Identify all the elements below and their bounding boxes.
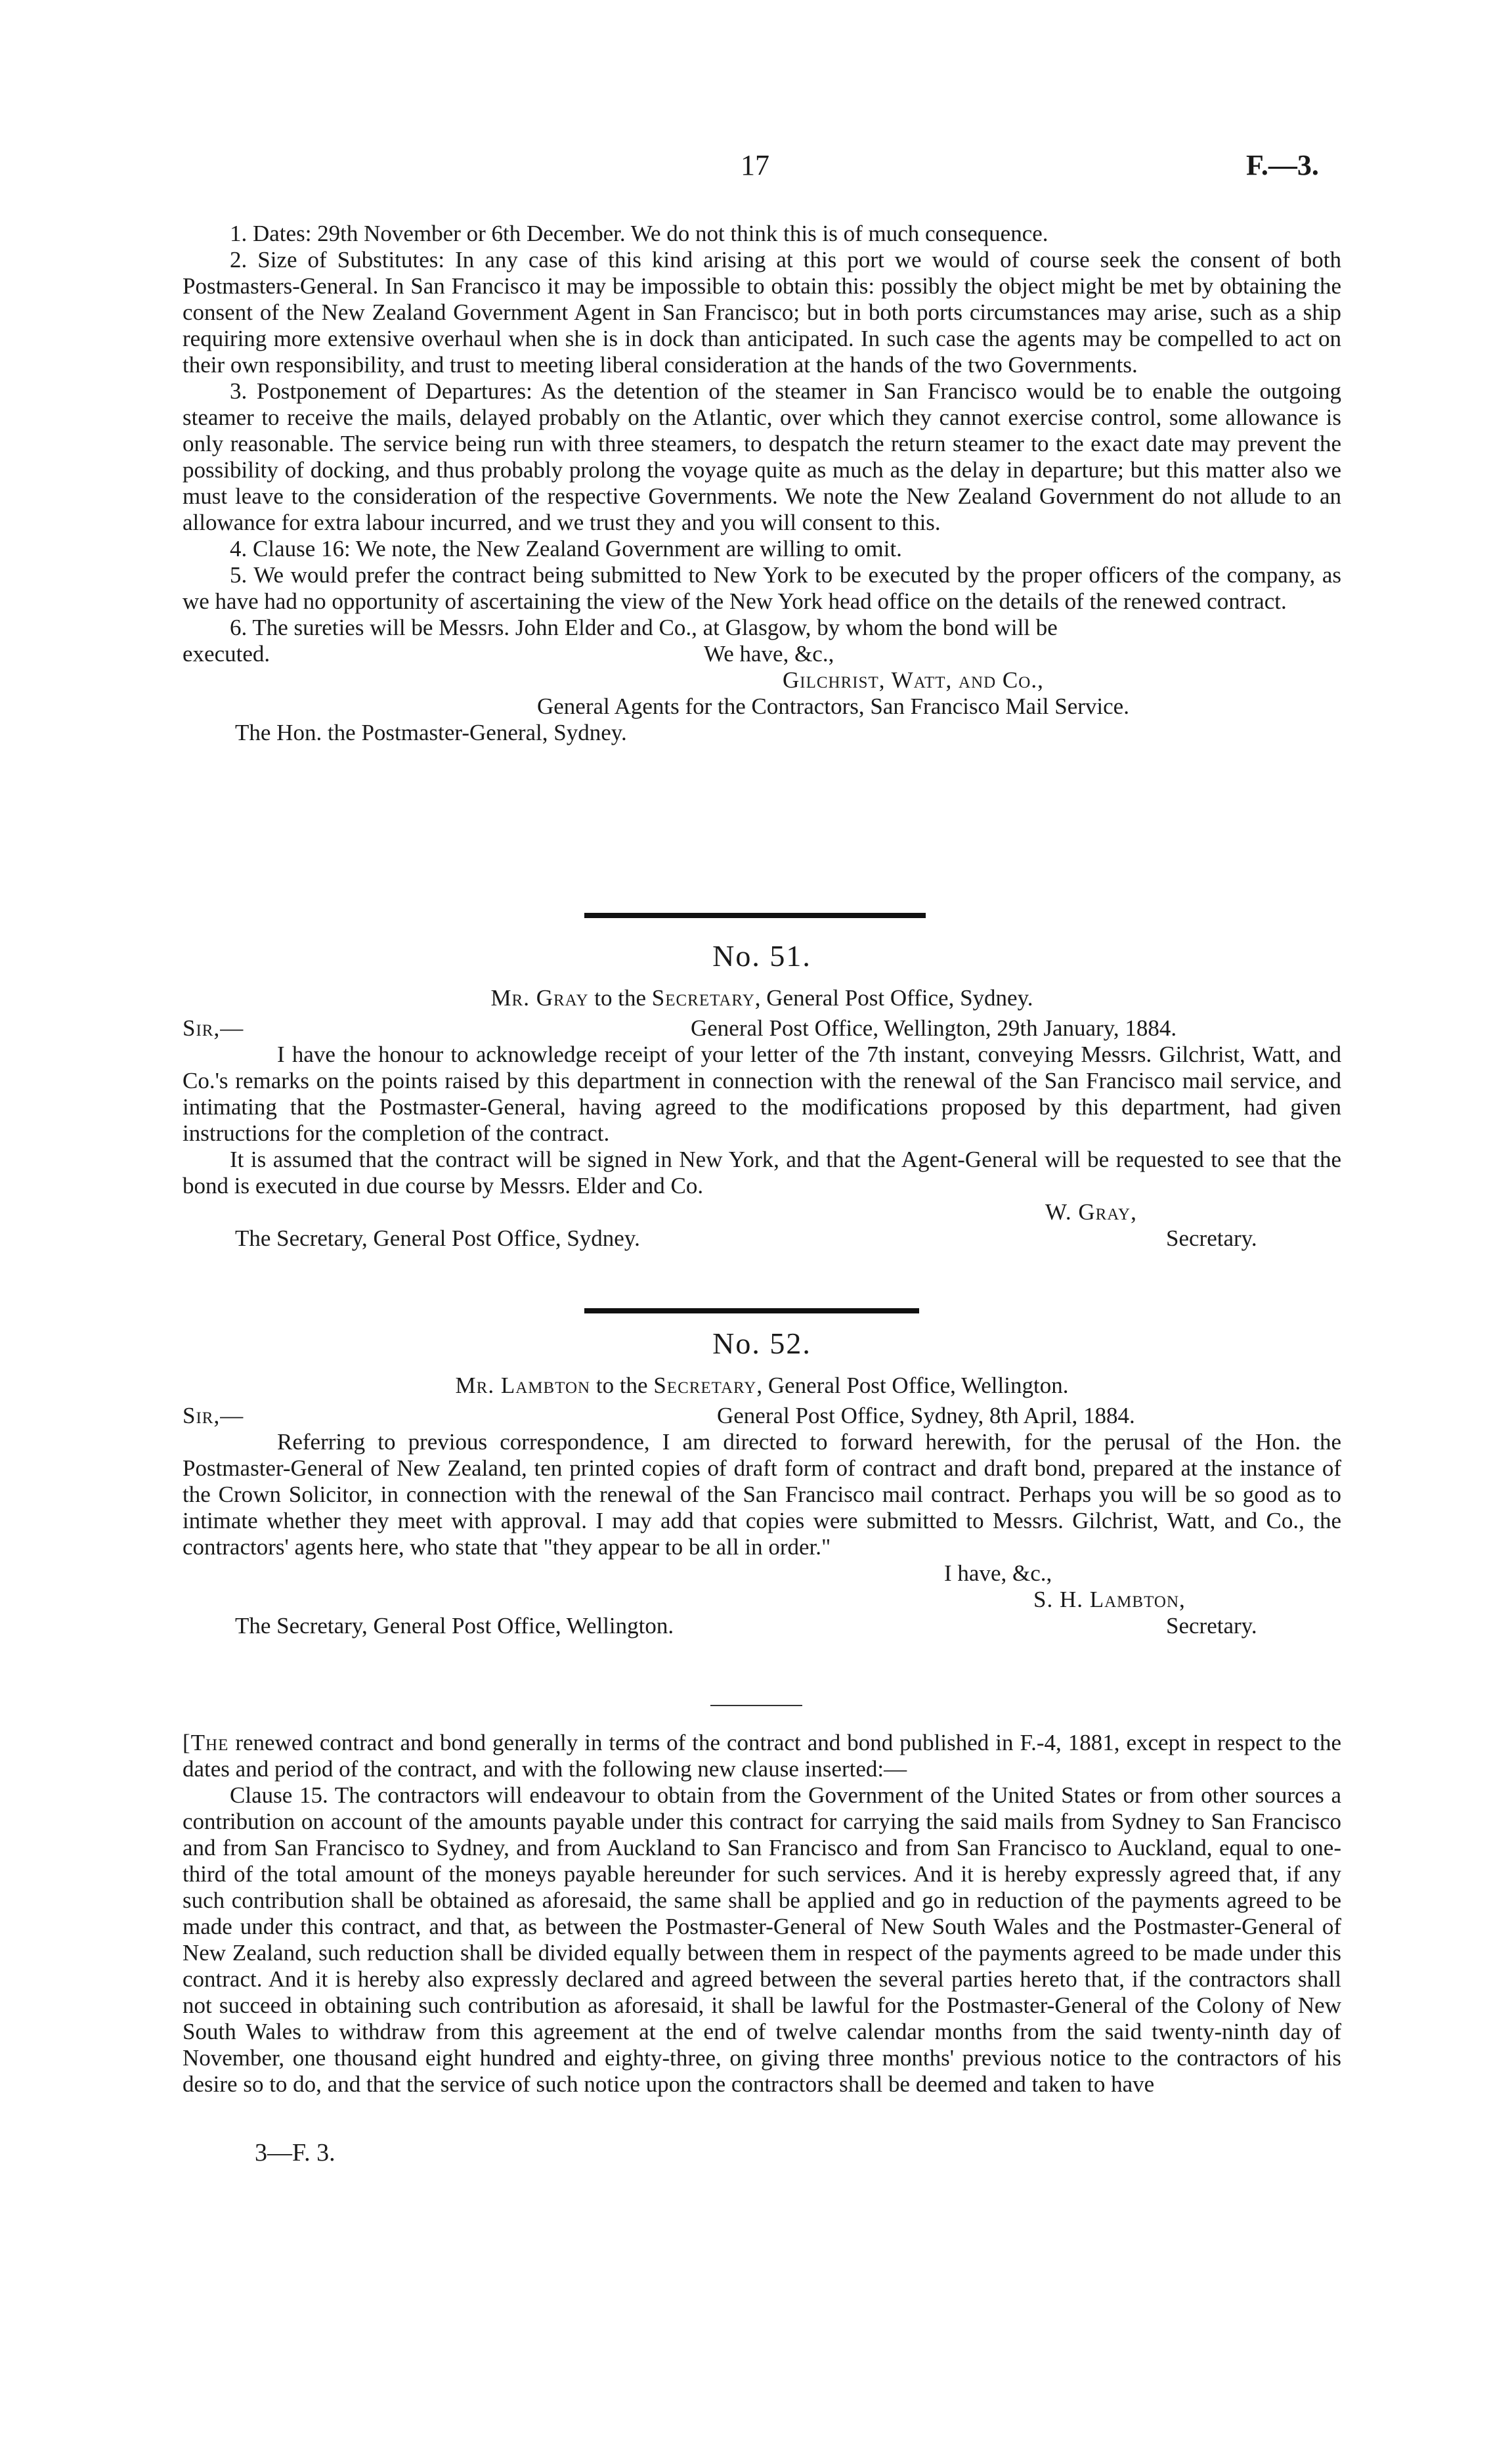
- letter-subheading-52: [183, 1373, 1341, 1399]
- recipient-place: , General Post Office, Sydney.: [754, 985, 1033, 1011]
- paragraph-acknowledge: I have the honour to acknowledge receipt of your letter of the 7th instant, conveying Messrs. Gilchrist, Watt, and Co.'s remarks on the points raised by this department in connection with the renewal of the San Francisco mail service, and intimating that the Postmaster-General, having agreed to the modifications proposed by this department, had given instructions for the completion of the contract.: [183, 1042, 1341, 1146]
- letter-continuation: [183, 221, 1341, 746]
- closing-row: [183, 641, 1341, 667]
- addressee: The Secretary, General Post Office, Sydney.: [235, 1225, 640, 1251]
- recipient-title: Secretary: [651, 985, 755, 1011]
- note-intro: [183, 1730, 1341, 1782]
- document-code: F.—3.: [1246, 149, 1319, 181]
- recipient-place: , General Post Office, Wellington.: [756, 1373, 1069, 1398]
- closing: We have, &c.,: [704, 641, 834, 667]
- paragraph-referring: Referring to previous correspondence, I am directed to forward herewith, for the perusal of the Hon. the Postmaster-General of New Zealand, ten printed copies of draft form of contract and draft bond, prepared at the instance of the Crown Solicitor, in connection with the renewal of the San Francisco mail contract. Perhaps you will be so good as to intimate whether they meet with approval. I may add that copies were submitted to Messrs. Gilchrist, Watt, and Co., the contractors' agents here, who state that "they appear to be all in order.": [183, 1429, 1341, 1560]
- signer-title: General Agents for the Contractors, San Francisco Mail Service.: [537, 693, 1129, 719]
- note-lead: [The: [183, 1730, 229, 1755]
- addressee: The Secretary, General Post Office, Wellington.: [235, 1613, 674, 1639]
- salutation: Sir,—: [183, 1015, 244, 1041]
- note-intro-text: renewed contract and bond generally in terms of the contract and bond published in F.-4, 1881, except in respect to the dates and period of the contract, and with the following new clause inserted:—: [183, 1730, 1341, 1782]
- dateline: General Post Office, Sydney, 8th April, 1884.: [717, 1403, 1135, 1428]
- to-text: to the: [595, 1373, 648, 1398]
- sender-name: Mr. Gray: [490, 985, 589, 1011]
- signature-mark: 3—F. 3.: [255, 2139, 335, 2167]
- section-divider: [584, 913, 926, 918]
- to-text: to the: [594, 985, 646, 1011]
- signer-title: Secretary.: [1166, 1613, 1257, 1639]
- letter-52-body: [183, 1403, 1341, 1639]
- closing: I have, &c.,: [944, 1560, 1052, 1586]
- paragraph-sureties: 6. The sureties will be Messrs. John Elder and Co., at Glasgow, by whom the bond will be: [230, 615, 1058, 640]
- paragraph-postponement: 3. Postponement of Departures: As the detention of the steamer in San Francisco would be to enable the outgoing steamer to receive the mails, delayed probably on the Atlantic, over which they cannot exercise control, some allowance is only reasonable. The service being run with three steamers, to despatch the return steamer to the exact date may prevent the possibility of docking, and thus probably prolong the voyage quite as much as the delay in departure; but this matter also we must leave to the consideration of the respective Governments. We note the New Zealand Government do not allude to an allowance for extra labour incurred, and we trust they and you will consent to this.: [183, 378, 1341, 535]
- letter-heading-51: No. 51.: [712, 939, 811, 973]
- paragraph-clause-16: 4. Clause 16: We note, the New Zealand Government are willing to omit.: [230, 536, 902, 561]
- letter-heading-52: No. 52.: [712, 1327, 811, 1360]
- editorial-note: [183, 1730, 1341, 2098]
- signer: S. H. Lambton,: [1033, 1587, 1186, 1612]
- signer: W. Gray,: [1045, 1199, 1137, 1225]
- paragraph-new-york: 5. We would prefer the contract being submitted to New York to be executed by the proper officers of the company, as we have had no opportunity of ascertaining the view of the New York head office on the details of the renewed contract.: [183, 562, 1341, 614]
- letter-51-body: [183, 1015, 1341, 1252]
- section-divider: [584, 1308, 919, 1313]
- clause-15: Clause 15. The contractors will endeavour to obtain from the Government of the United States or from other sources a contribution on account of the amounts payable under this contract for carrying the said mails from Sydney to San Francisco and from San Francisco to Sydney, and from Auckland to San Francisco and from San Francisco to Auckland, equal to one-third of the total amount of the moneys payable hereunder for such services. And it is hereby expressly agreed that, if any such contribution shall be obtained as aforesaid, the same shall be applied and go in reduction of the payments agreed to be made under this contract, and that, as between the Postmaster-General of New South Wales and the Postmaster-General of New Zealand, such reduction shall be divided equally between them in respect of the payments agreed to be made under this contract. And it is hereby also expressly declared and agreed between the several parties hereto that, if the contractors shall not succeed in obtaining such contribution as aforesaid, it shall be lawful for the Postmaster-General of the Colony of New South Wales to withdraw from this agreement at the end of twelve calendar months from the said twenty-ninth day of November, one thousand eight hundred and eighty-three, on giving three months' previous notice to the contractors of his desire so to do, and that the service of such notice upon the contractors shall be deemed and taken to have: [183, 1782, 1341, 2097]
- salutation: Sir,—: [183, 1403, 244, 1428]
- addressee: The Hon. the Postmaster-General, Sydney.: [235, 720, 627, 745]
- signer-title: Secretary.: [1166, 1225, 1257, 1251]
- dateline: General Post Office, Wellington, 29th January, 1884.: [691, 1015, 1177, 1041]
- paragraph-substitutes: 2. Size of Substitutes: In any case of this kind arising at this port we would of course seek the consent of both Postmasters-General. In San Francisco it may be impossible to obtain this: possibly the object might be met by obtaining the consent of the New Zealand Government Agent in San Francisco; but in both ports circumstances may arise, such as a ship requiring more extensive overhaul when she is in dock than anticipated. In such case the agents may be compelled to act on their own responsibility, and trust to meeting liberal consideration at the hands of the two Governments.: [183, 247, 1341, 378]
- sureties-end: executed.: [183, 641, 270, 667]
- short-divider: [710, 1705, 802, 1706]
- paragraph-assumed: It is assumed that the contract will be signed in New York, and that the Agent-General will be requested to see that the bond is executed in due course by Messrs. Elder and Co.: [183, 1147, 1341, 1199]
- recipient-title: Secretary: [653, 1373, 757, 1398]
- paragraph-dates: 1. Dates: 29th November or 6th December. We do not think this is of much consequence.: [230, 221, 1048, 246]
- sender-name: Mr. Lambton: [455, 1373, 591, 1398]
- signer: Gilchrist, Watt, and Co.,: [783, 667, 1044, 693]
- page-number: 17: [741, 149, 769, 181]
- letter-subheading-51: [183, 985, 1341, 1011]
